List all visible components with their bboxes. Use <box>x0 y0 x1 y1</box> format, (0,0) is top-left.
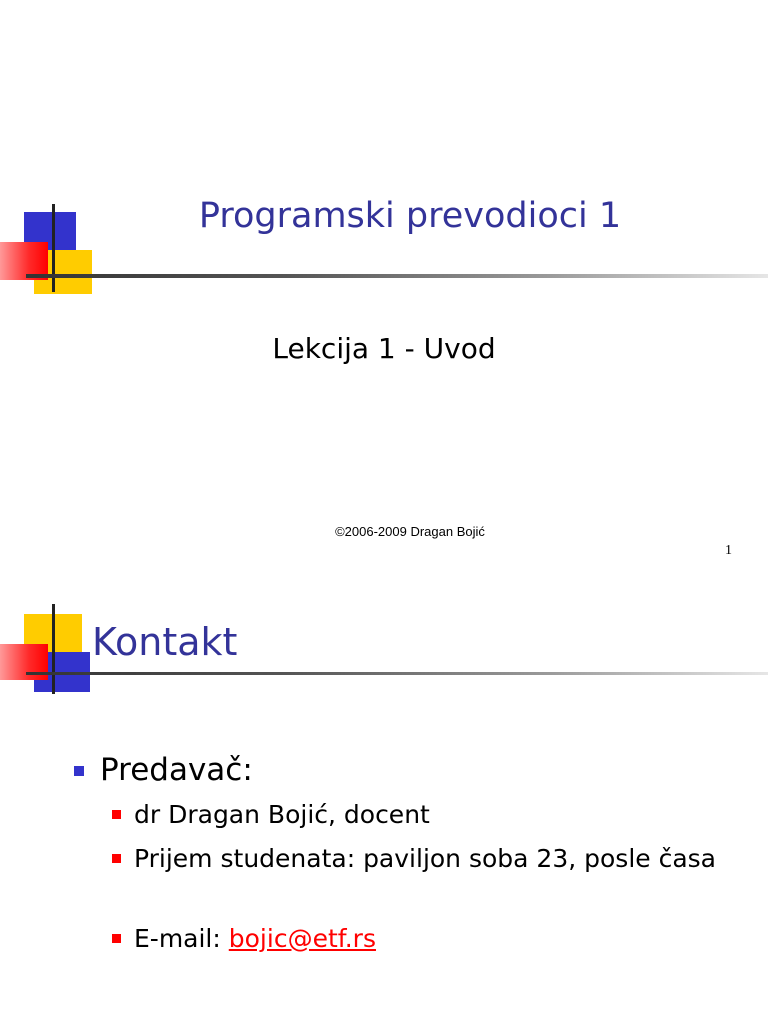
sub-bullet-item: Prijem studenata: paviljon soba 23, posle časa <box>134 844 717 873</box>
sub-bullet-item: dr Dragan Bojić, docent <box>134 800 430 829</box>
title-underline <box>26 672 768 675</box>
square-bullet-icon <box>112 934 121 943</box>
contact-slide <box>0 576 768 1024</box>
square-bullet-icon <box>74 766 84 776</box>
square-bullet-icon <box>112 854 121 863</box>
slide-logo-icon <box>0 604 96 694</box>
bullet-item: Predavač: <box>100 752 253 788</box>
slide-logo-icon <box>0 204 96 294</box>
slide-title: Kontakt <box>92 620 238 664</box>
copyright-footer: ©2006-2009 Dragan Bojić <box>335 524 485 539</box>
slide-title: Programski prevodioci 1 <box>198 196 622 236</box>
email-link[interactable]: bojic@etf.rs <box>228 924 376 953</box>
page-number: 1 <box>725 543 732 558</box>
slide-subtitle: Lekcija 1 - Uvod <box>272 332 496 365</box>
sub-bullet-item <box>134 922 724 956</box>
title-underline <box>26 274 768 278</box>
email-label: E-mail: <box>134 924 229 953</box>
square-bullet-icon <box>112 810 121 819</box>
